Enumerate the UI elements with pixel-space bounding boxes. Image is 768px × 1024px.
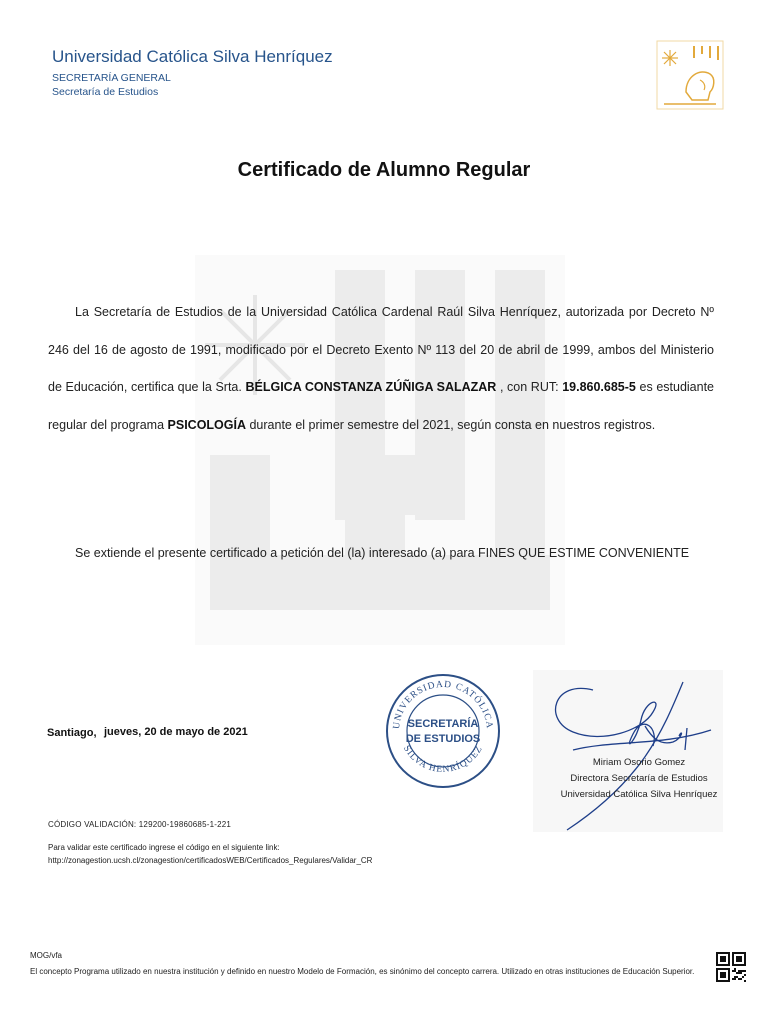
student-name: BÉLGICA CONSTANZA ZÚÑIGA SALAZAR bbox=[245, 380, 497, 394]
paragraph-text: durante el primer semestre del 2021, según consta en nuestros registros. bbox=[246, 417, 656, 432]
issue-date: jueves, 20 de mayo de 2021 bbox=[104, 726, 248, 738]
university-name: Universidad Católica Silva Henríquez bbox=[52, 47, 333, 66]
seal-ring-bottom: SILVA HENRÍQUEZ bbox=[400, 744, 486, 776]
validation-note: Para validar este certificado ingrese el código en el siguiente link: bbox=[48, 843, 280, 852]
author-initials: MOG/vfa bbox=[30, 951, 63, 960]
document-title: Certificado de Alumno Regular bbox=[237, 159, 531, 181]
qr-code-icon bbox=[716, 952, 746, 982]
program-name: PSICOLOGÍA bbox=[167, 417, 246, 432]
office-name: Secretaría de Estudios bbox=[52, 86, 159, 98]
paragraph-text: Se extiende el presente certificado a petición del (la) interesado (a) para FINES QUE ESTIME CONVENIENTE bbox=[75, 546, 690, 560]
ucsh-crest-icon bbox=[656, 40, 724, 110]
validation-link[interactable]: http://zonagestion.ucsh.cl/zonagestion/certificadosWEB/Certificados_Regulares/Validar_CR bbox=[48, 856, 373, 865]
signature-image bbox=[533, 670, 723, 832]
signatory-institution: Universidad Católica Silva Henríquez bbox=[560, 789, 718, 800]
paragraph-text: La Secretaría de Estudios de la Universidad Católica Cardenal Raúl Silva Henríquez, autorizada por Decreto Nº 246 del 16 de agosto de 1991, modificado por el Decreto Exento Nº 113 del 20 de abril de 1999, ambos del Ministerio de Educación, certifica que la Srta. bbox=[48, 305, 714, 394]
footnote: El concepto Programa utilizado en nuestra institución y definido en nuestro Modelo de Formación, es sinónimo del concepto carrera. Utilizado en otras instituciones de Educación Superior. bbox=[30, 967, 695, 976]
seal-center-line2: DE ESTUDIOS bbox=[405, 733, 481, 745]
validation-code: CÓDIGO VALIDACIÓN: 129200-19860685-1-221 bbox=[48, 820, 232, 829]
department-name: SECRETARÍA GENERAL bbox=[52, 72, 171, 84]
svg-text:SILVA HENRÍQUEZ bbox=[401, 744, 485, 775]
seal-ring-top: UNIVERSIDAD CATÓLICA bbox=[391, 679, 495, 730]
paragraph-text: , con RUT: bbox=[496, 380, 563, 394]
student-rut: 19.860.685-5 bbox=[562, 380, 636, 394]
paragraph-text: es estudiante regular del programa bbox=[48, 380, 714, 432]
issue-city: Santiago, bbox=[47, 727, 97, 739]
signatory-role: Directora Secretaría de Estudios bbox=[570, 773, 708, 784]
official-seal bbox=[383, 669, 503, 789]
certification-paragraph bbox=[48, 294, 714, 444]
purpose-paragraph bbox=[48, 544, 714, 562]
signatory-name: Miriam Osorio Gomez bbox=[592, 757, 686, 768]
seal-center-line1: SECRETARÍA bbox=[407, 718, 479, 730]
